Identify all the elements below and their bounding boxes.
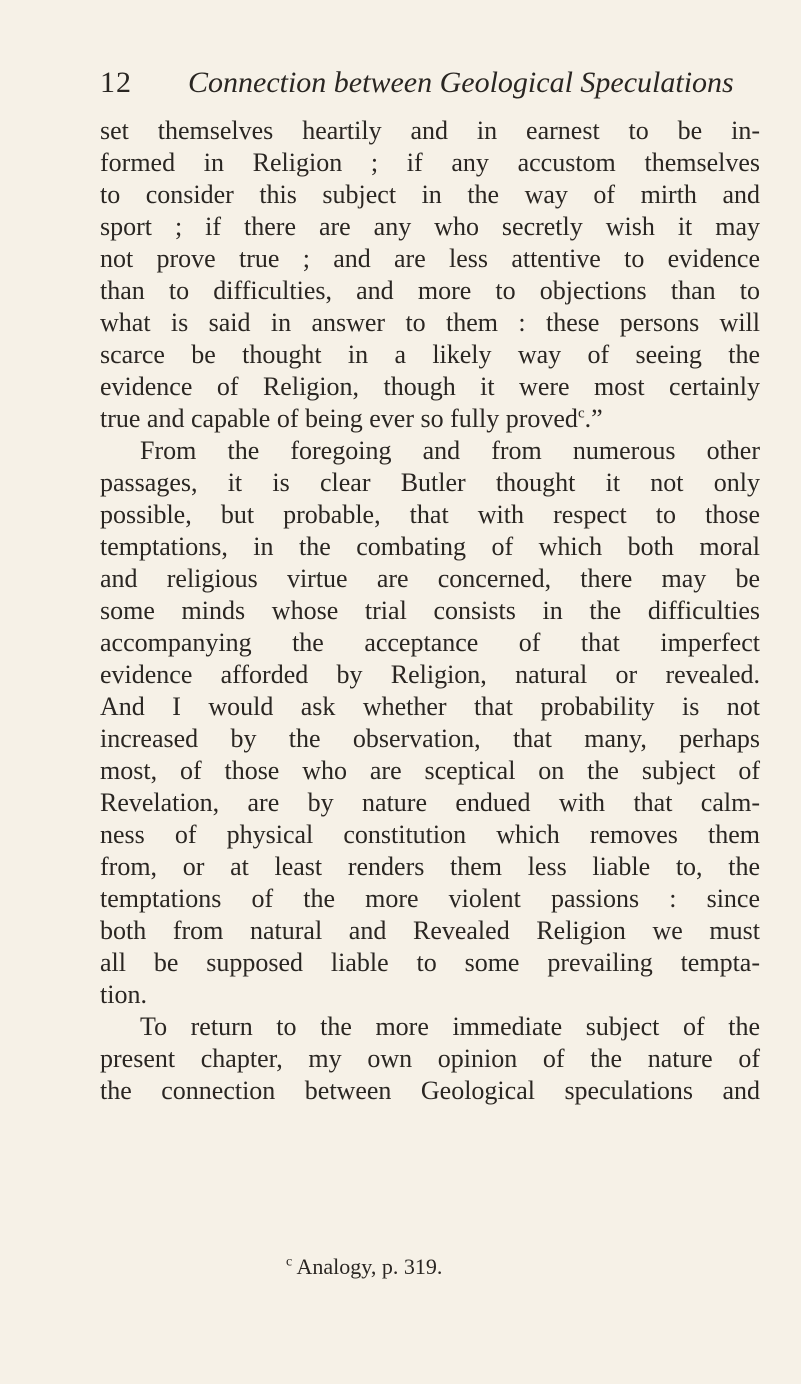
text-line: than to difficulties, and more to objections than to — [100, 276, 760, 305]
paragraph-start-line: To return to the more immediate subject of the — [140, 1012, 760, 1041]
text-line-with-footnote — [100, 403, 760, 435]
text-line: to consider this subject in the way of mirth and — [100, 180, 760, 209]
text-line: both from natural and Revealed Religion we must — [100, 916, 760, 945]
paragraph-start-line: From the foregoing and from numerous other — [140, 436, 760, 465]
footnote-reference: c — [577, 405, 585, 422]
page-header — [100, 66, 740, 106]
text-line: possible, but probable, that with respect to those — [100, 500, 760, 529]
text-line: present chapter, my own opinion of the nature of — [100, 1044, 760, 1073]
text-line: set themselves heartily and in earnest to be in- — [100, 116, 760, 145]
quote-close: .” — [584, 404, 603, 433]
text-line: Revelation, are by nature endued with that calm- — [100, 788, 760, 817]
text-line: and religious virtue are concerned, there may be — [100, 564, 760, 593]
text-line: increased by the observation, that many, perhaps — [100, 724, 760, 753]
text-line: formed in Religion ; if any accustom themselves — [100, 148, 760, 177]
text-line: sport ; if there are any who secretly wish it may — [100, 212, 760, 241]
text-line: some minds whose trial consists in the difficulties — [100, 596, 760, 625]
footnote — [286, 1254, 442, 1280]
text-line: scarce be thought in a likely way of seeing the — [100, 340, 760, 369]
footnote-text: Analogy, p. 319. — [296, 1254, 443, 1279]
text-line: from, or at least renders them less liable to, the — [100, 852, 760, 881]
text-line: not prove true ; and are less attentive to evidence — [100, 244, 760, 273]
text-line: temptations of the more violent passions : since — [100, 884, 760, 913]
text-line: evidence afforded by Religion, natural or revealed. — [100, 660, 760, 689]
text-line: tion. — [100, 980, 147, 1009]
text-line: the connection between Geological speculations and — [100, 1076, 760, 1105]
text-line: temptations, in the combating of which both moral — [100, 532, 760, 561]
body-text — [100, 115, 760, 1107]
footnote-marker: c — [286, 1254, 293, 1270]
text-line: passages, it is clear Butler thought it not only — [100, 468, 760, 497]
text-line: what is said in answer to them : these persons will — [100, 308, 760, 337]
running-head: Connection between Geological Speculations — [188, 66, 734, 99]
text-line: And I would ask whether that probability is not — [100, 692, 760, 721]
text-segment: true and capable of being ever so fully proved — [100, 404, 578, 433]
text-line: most, of those who are sceptical on the subject of — [100, 756, 760, 785]
text-line: ness of physical constitution which removes them — [100, 820, 760, 849]
text-line: accompanying the acceptance of that imperfect — [100, 628, 760, 657]
page-number: 12 — [100, 66, 132, 99]
text-line: evidence of Religion, though it were most certainly — [100, 372, 760, 401]
text-line: all be supposed liable to some prevailing tempta- — [100, 948, 760, 977]
